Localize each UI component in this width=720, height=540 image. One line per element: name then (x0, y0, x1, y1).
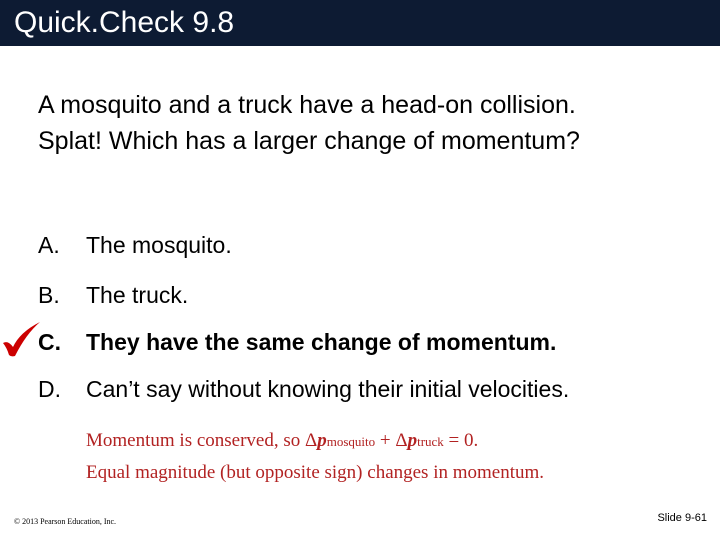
choice-text: Can’t say without knowing their initial velocities. (86, 376, 570, 402)
choice-d (38, 376, 569, 403)
momentum-symbol: p (407, 430, 418, 451)
explanation-line-2: Equal magnitude (but opposite sign) changes in momentum. (86, 462, 545, 483)
check-mark-icon (0, 320, 44, 360)
delta-symbol: Δ (395, 430, 408, 451)
slide-number: Slide 9-61 (657, 512, 707, 524)
title-bar (0, 0, 720, 46)
subscript-truck: truck (417, 434, 444, 449)
choice-letter: A. (38, 232, 60, 258)
explanation (86, 425, 544, 488)
slide-title: Quick.Check 9.8 (14, 6, 235, 39)
delta-symbol: Δ (305, 430, 318, 451)
subscript-mosquito: mosquito (326, 434, 376, 449)
question-line-1: A mosquito and a truck have a head-on collision. (38, 91, 576, 119)
choice-a (38, 232, 232, 259)
choice-letter: B. (38, 282, 60, 308)
choice-c (38, 329, 556, 356)
plus-sign: + (375, 430, 396, 451)
choice-b (38, 282, 188, 309)
choice-text: The truck. (86, 282, 189, 308)
explanation-suffix: = 0. (443, 430, 479, 451)
choice-text: The mosquito. (86, 232, 232, 258)
choice-letter: D. (38, 376, 61, 402)
choice-letter: C. (38, 329, 61, 355)
explanation-prefix: Momentum is conserved, so (86, 430, 306, 451)
choice-text: They have the same change of momentum. (86, 329, 557, 355)
copyright-notice: © 2013 Pearson Education, Inc. (14, 517, 117, 526)
question-text (38, 87, 580, 159)
momentum-symbol: p (317, 430, 327, 451)
explanation-line-1 (86, 425, 544, 457)
question-line-2: Splat! Which has a larger change of momentum? (38, 127, 580, 155)
